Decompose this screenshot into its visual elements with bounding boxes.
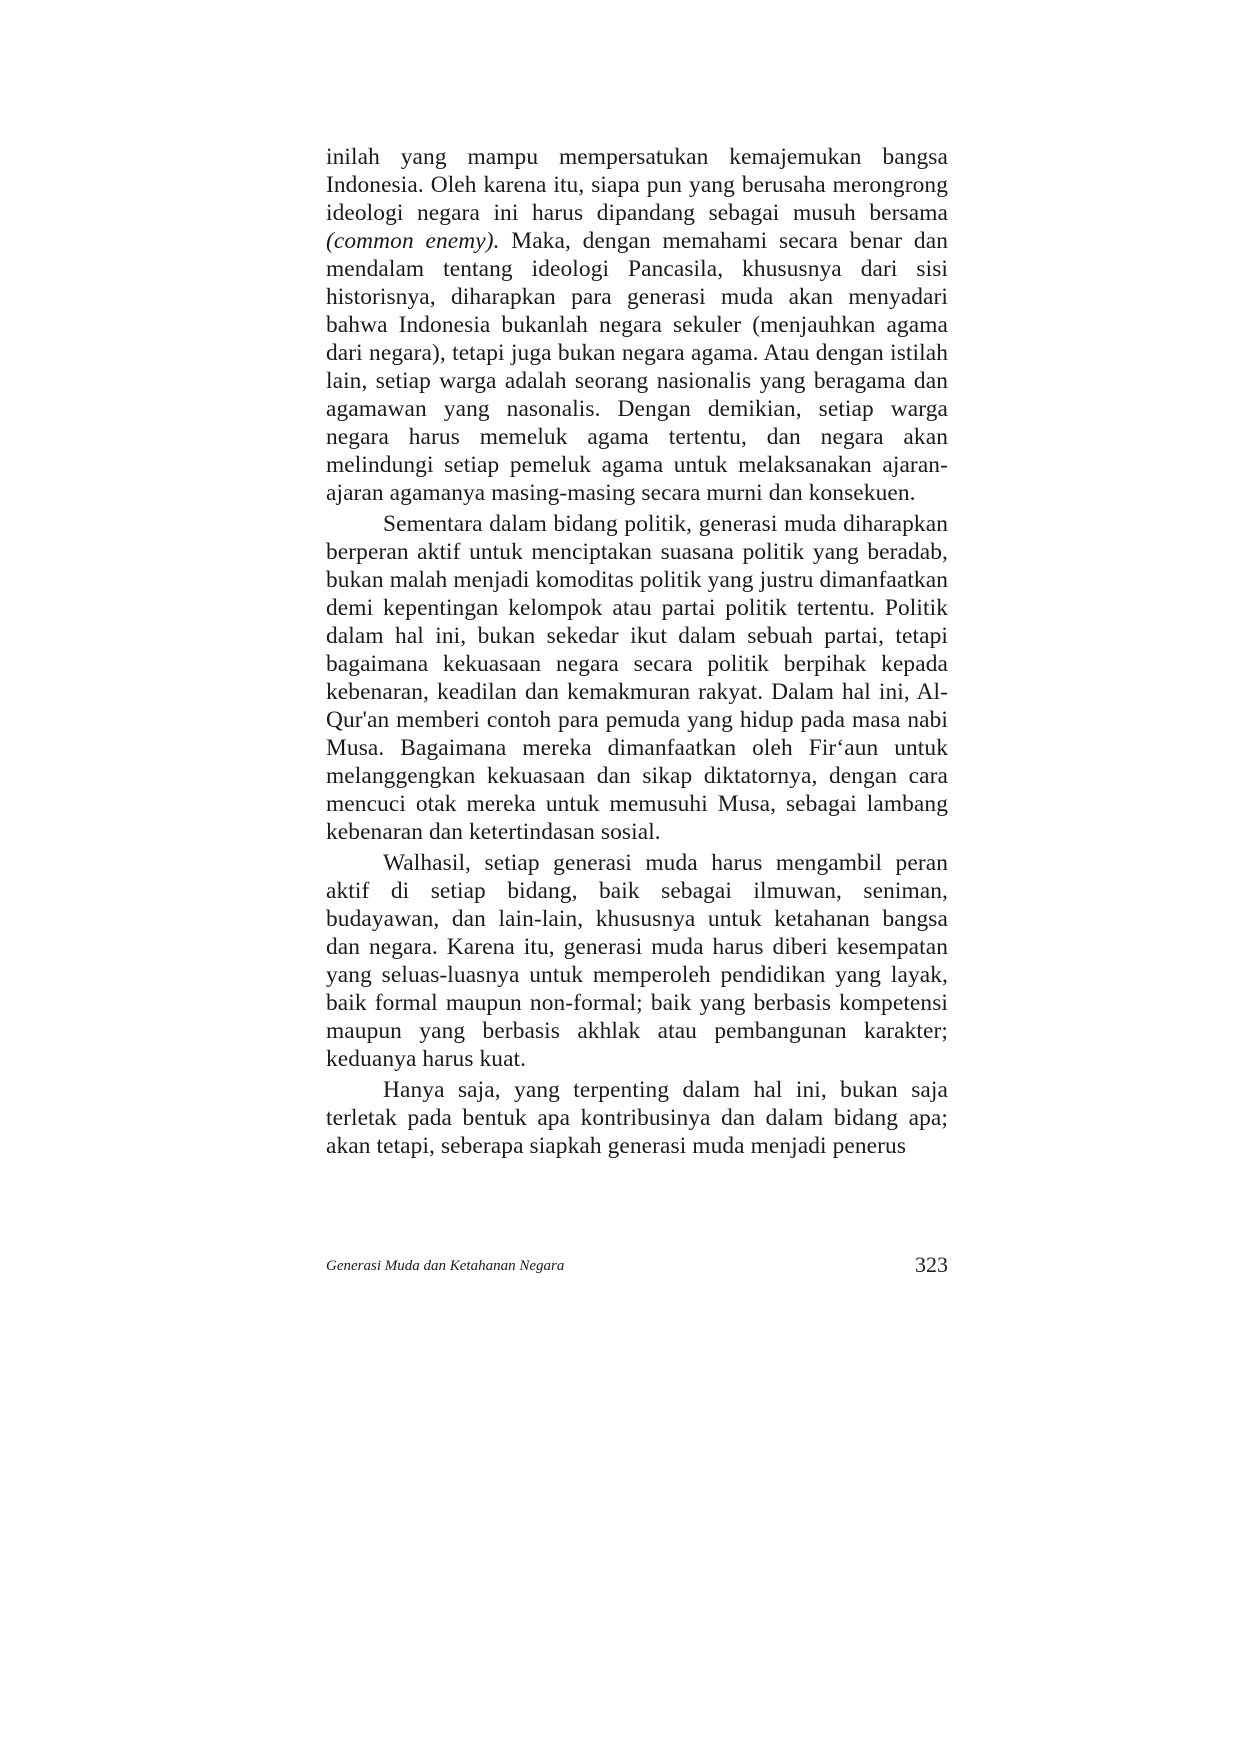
page-body-text — [326, 143, 948, 1160]
page-number: 323 — [915, 1252, 948, 1277]
running-footer-title: Generasi Muda dan Ketahanan Negara — [326, 1258, 565, 1274]
paragraph-1-text-start: inilah yang mampu mempersatukan kemajemukan bangsa Indonesia. Oleh karena itu, siapa pun yang berusaha merongrong ideologi negara ini harus dipandang sebagai musuh bersama — [326, 144, 948, 226]
italic-term: (common enemy). — [326, 228, 500, 254]
paragraph-1 — [326, 143, 948, 507]
paragraph-4: Hanya saja, yang terpenting dalam hal ini, bukan saja terletak pada bentuk apa kontribusinya dan dalam bidang apa; akan tetapi, seberapa siapkah generasi muda menjadi penerus — [326, 1077, 948, 1159]
page-footer — [326, 1252, 948, 1282]
paragraph-3: Walhasil, setiap generasi muda harus mengambil peran aktif di setiap bidang, baik sebagai ilmuwan, seniman, budayawan, dan lain-lain, khususnya untuk ketahanan bangsa dan negara. Karena itu, generasi muda harus diberi kesempatan yang seluas-luasnya untuk memperoleh pendidikan yang layak, baik formal maupun non-formal; baik yang berbasis kompetensi maupun yang berbasis akhlak atau pembangunan karakter; keduanya harus kuat. — [326, 850, 948, 1072]
paragraph-1-text-end: Maka, dengan memahami secara benar dan mendalam tentang ideologi Pancasila, khususnya dari sisi historisnya, diharapkan para generasi muda akan menyadari bahwa Indonesia bukanlah negara sekuler (menjauhkan agama dari negara), tetapi juga bukan negara agama. Atau dengan istilah lain, setiap warga adalah seorang nasionalis yang beragama dan agamawan yang nasonalis. Dengan demikian, setiap warga negara harus memeluk agama tertentu, dan negara akan melindungi setiap pemeluk agama untuk melaksanakan ajaran-ajaran agamanya masing-masing secara murni dan konsekuen. — [326, 228, 948, 506]
paragraph-2: Sementara dalam bidang politik, generasi muda diharapkan berperan aktif untuk menciptakan suasana politik yang beradab, bukan malah menjadi komoditas politik yang justru dimanfaatkan demi kepentingan kelompok atau partai politik tertentu. Politik dalam hal ini, bukan sekedar ikut dalam sebuah partai, tetapi bagaimana kekuasaan negara secara politik berpihak kepada kebenaran, keadilan dan kemakmuran rakyat. Dalam hal ini, Al-Qur'an memberi contoh para pemuda yang hidup pada masa nabi Musa. Bagaimana mereka dimanfaatkan oleh Fir‘aun untuk melanggengkan kekuasaan dan sikap diktatornya, dengan cara mencuci otak mereka untuk memusuhi Musa, sebagai lambang kebenaran dan ketertindasan sosial. — [326, 511, 948, 845]
